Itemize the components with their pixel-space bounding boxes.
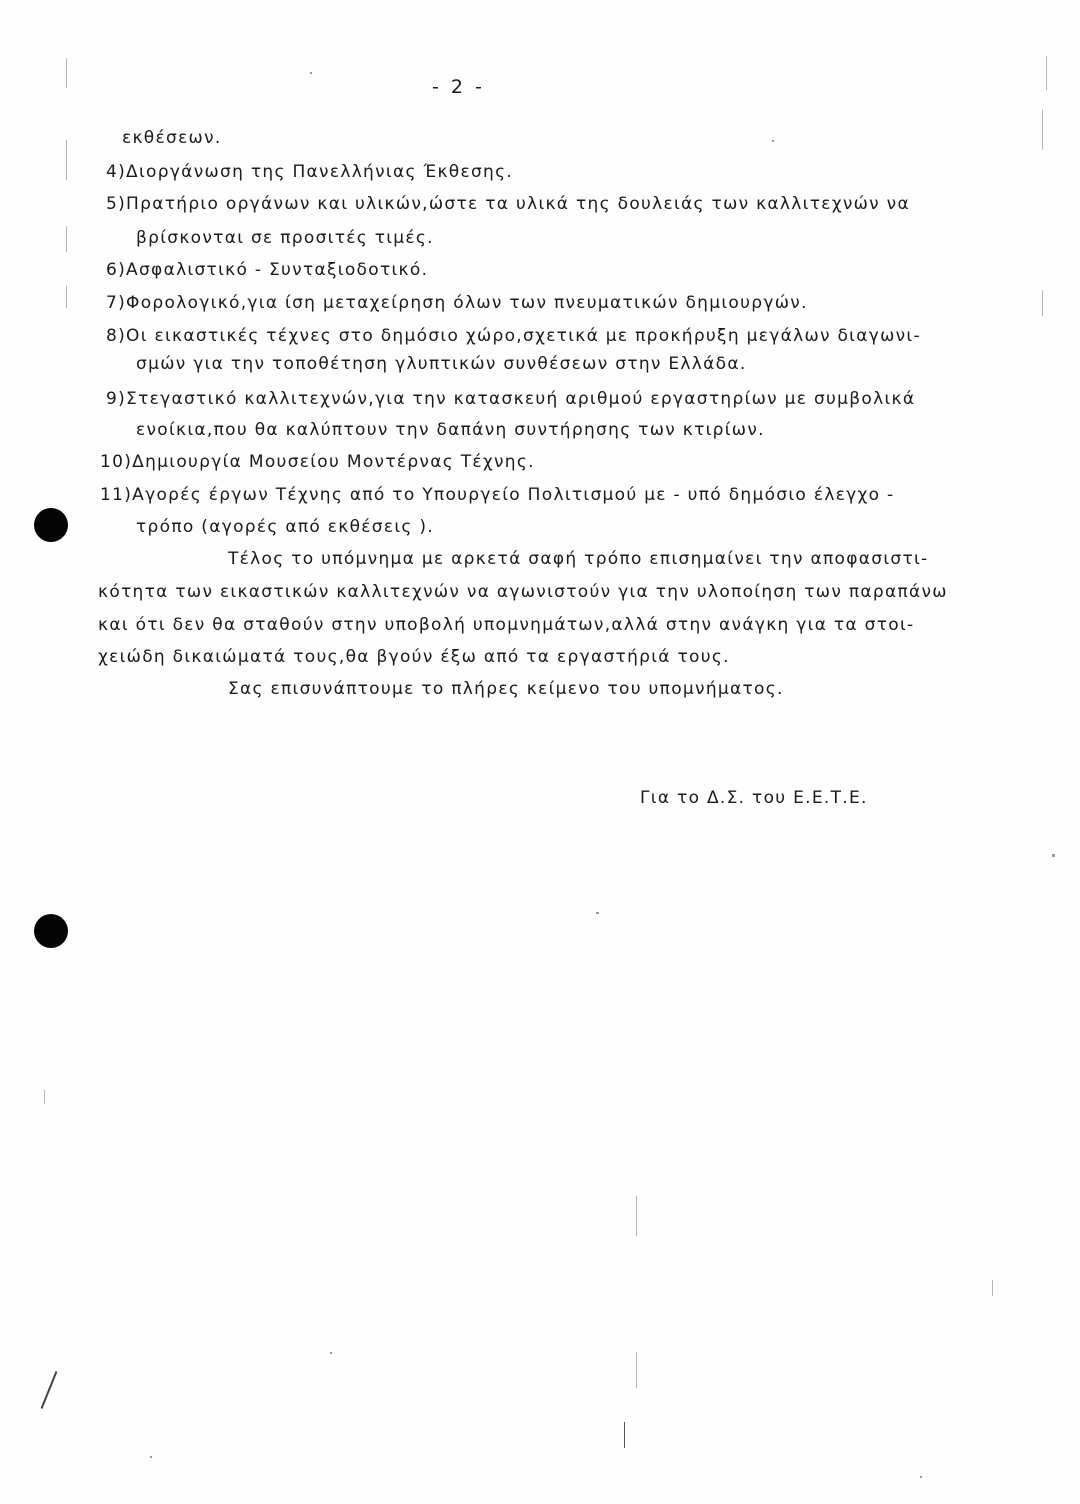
text-line: εκθέσεων. bbox=[122, 128, 222, 148]
list-item: 7)Φορολογικό,για ίση μεταχείρηση όλων των πνευματικών δημιουργών. bbox=[106, 293, 808, 313]
page-number: - 2 - bbox=[432, 76, 485, 98]
list-item: 9)Στεγαστικό καλλιτεχνών,για την κατασκευή αριθμού εργαστηρίων με συμβολικά bbox=[106, 389, 916, 409]
scan-artifact-middle bbox=[636, 1196, 637, 1236]
paragraph-line: Τέλος το υπόμνημα με αρκετά σαφή τρόπο επισημαίνει την αποφασιστι- bbox=[228, 549, 929, 569]
punch-hole-top bbox=[34, 508, 68, 542]
scan-artifact-right bbox=[1046, 56, 1047, 90]
scan-artifact-right bbox=[992, 1280, 993, 1296]
paragraph-line: και ότι δεν θα σταθούν στην υποβολή υπομνημάτων,αλλά στην ανάγκη για τα στοι- bbox=[98, 615, 915, 635]
paragraph-line: κότητα των εικαστικών καλλιτεχνών να αγωνιστούν για την υλοποίηση των παραπάνω bbox=[98, 582, 948, 602]
scan-artifact-left bbox=[66, 58, 67, 88]
list-item: 4)Διοργάνωση της Πανελλήνιας Έκθεσης. bbox=[106, 162, 514, 182]
scan-artifact-left bbox=[66, 226, 67, 252]
scan-speck bbox=[330, 1352, 332, 1354]
scan-artifact-left bbox=[66, 140, 67, 180]
signature-line: Για το Δ.Σ. του Ε.Ε.Τ.Ε. bbox=[640, 788, 868, 808]
scan-speck bbox=[1052, 854, 1055, 857]
list-item-continuation: τρόπο (αγορές από εκθέσεις ). bbox=[136, 517, 435, 537]
list-item-continuation: σμών για την τοποθέτηση γλυπτικών συνθέσεων στην Ελλάδα. bbox=[136, 354, 747, 374]
paragraph-line: Σας επισυνάπτουμε το πλήρες κείμενο του υπομνήματος. bbox=[228, 679, 784, 699]
scan-speck bbox=[772, 140, 774, 142]
punch-hole-bottom bbox=[34, 914, 68, 948]
list-item-continuation: βρίσκονται σε προσιτές τιμές. bbox=[136, 228, 434, 248]
scan-artifact-left bbox=[66, 286, 67, 308]
scan-artifact-middle bbox=[624, 1422, 625, 1448]
scan-speck bbox=[150, 1456, 152, 1458]
scan-artifact-middle bbox=[636, 1352, 637, 1388]
list-item: 11)Αγορές έργων Τέχνης από το Υπουργείο Πολιτισμού με - υπό δημόσιο έλεγχο - bbox=[100, 485, 895, 505]
paragraph-line: χειώδη δικαιώματά τους,θα βγούν έξω από τα εργαστήριά τους. bbox=[98, 647, 730, 667]
scan-speck bbox=[920, 1476, 922, 1478]
list-item: 6)Ασφαλιστικό - Συνταξιοδοτικό. bbox=[106, 260, 429, 280]
scan-artifact-right bbox=[1042, 110, 1043, 150]
list-item: 5)Πρατήριο οργάνων και υλικών,ώστε τα υλικά της δουλειάς των καλλιτεχνών να bbox=[106, 194, 910, 214]
scan-speck bbox=[41, 1371, 58, 1409]
list-item-continuation: ενοίκια,που θα καλύπτουν την δαπάνη συντήρησης των κτιρίων. bbox=[136, 420, 765, 440]
list-item: 10)Δημιουργία Μουσείου Μοντέρνας Τέχνης. bbox=[100, 452, 535, 472]
list-item: 8)Οι εικαστικές τέχνες στο δημόσιο χώρο,σχετικά με προκήρυξη μεγάλων διαγωνι- bbox=[106, 326, 921, 346]
scan-artifact-right bbox=[1042, 290, 1043, 316]
scan-speck bbox=[310, 72, 312, 74]
scan-speck bbox=[596, 912, 599, 914]
scan-artifact-left bbox=[44, 1090, 45, 1104]
